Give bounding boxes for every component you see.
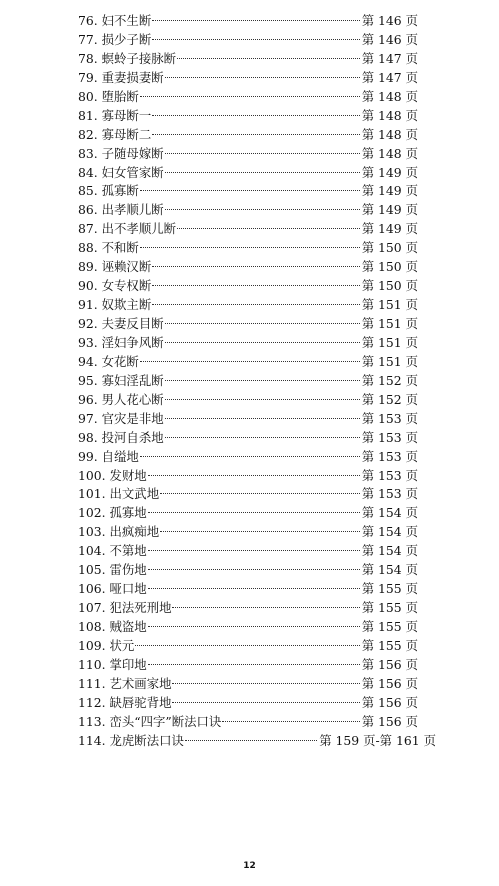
toc-entry <box>78 448 418 467</box>
toc-entry-page: 第 146 页 <box>361 13 418 28</box>
dot-leader <box>165 172 360 173</box>
toc-entry-title: 97. 官灾是非地 <box>78 410 164 426</box>
dot-leader <box>140 361 360 362</box>
toc-entry-page: 第 149 页 <box>361 202 418 218</box>
dot-leader <box>165 77 360 78</box>
toc-entry-title: 104. 不第地 <box>78 543 147 559</box>
toc-entry <box>78 88 418 107</box>
dot-leader <box>165 437 360 438</box>
table-of-contents <box>78 12 436 751</box>
toc-entry <box>78 69 418 88</box>
toc-entry-page: 第 149 页 <box>361 183 418 199</box>
toc-entry-page: 第 155 页 <box>361 619 418 634</box>
toc-entry-title: 88. 不和断 <box>78 240 139 256</box>
toc-entry-page: 第 153 页 <box>361 429 418 445</box>
toc-entry-title: 114. 龙虎断法口诀 <box>78 732 184 748</box>
toc-entry-page: 第 153 页 <box>361 410 418 426</box>
dot-leader <box>152 134 359 135</box>
toc-entry-title: 98. 投河自杀地 <box>78 429 164 445</box>
dot-leader <box>172 683 359 684</box>
toc-entry-page: 第 151 页 <box>361 334 418 350</box>
toc-entry-title: 92. 夫妻反目断 <box>78 316 164 331</box>
dot-leader <box>148 664 360 665</box>
toc-entry-page: 第 147 页 <box>361 50 418 66</box>
toc-entry <box>78 732 436 751</box>
toc-entry <box>78 12 418 31</box>
page-number: 12 <box>243 861 256 871</box>
toc-entry <box>78 618 418 637</box>
toc-entry <box>78 107 418 126</box>
dot-leader <box>140 456 360 457</box>
toc-entry-title: 112. 缺唇驼背地 <box>78 694 172 710</box>
dot-leader <box>140 96 360 97</box>
toc-entry-page: 第 154 页 <box>361 543 418 559</box>
toc-entry-page: 第 155 页 <box>361 581 418 597</box>
toc-entry <box>78 467 418 486</box>
toc-entry-title: 83. 子随母嫁断 <box>78 145 164 161</box>
toc-entry <box>78 239 418 258</box>
toc-entry-page: 第 150 页 <box>361 259 418 275</box>
dot-leader <box>160 531 360 532</box>
toc-entry <box>78 258 418 277</box>
dot-leader <box>152 115 359 116</box>
toc-entry-title: 85. 孤寡断 <box>78 183 139 199</box>
toc-entry-page: 第 149 页 <box>361 164 418 180</box>
toc-entry-page: 第 155 页 <box>361 600 418 616</box>
dot-leader <box>148 550 360 551</box>
dot-leader <box>152 20 359 21</box>
toc-entry-page: 第 153 页 <box>361 486 418 502</box>
toc-entry <box>78 220 418 239</box>
toc-entry-title: 81. 寡母断一 <box>78 107 152 123</box>
toc-entry <box>78 334 418 353</box>
toc-entry-title: 76. 妇不生断 <box>78 13 152 28</box>
toc-entry-page: 第 154 页 <box>361 562 418 578</box>
toc-entry <box>78 372 418 391</box>
toc-entry-title: 94. 女花断 <box>78 353 139 369</box>
dot-leader <box>165 209 360 210</box>
toc-entry-page: 第 152 页 <box>361 391 418 407</box>
toc-entry <box>78 391 418 410</box>
dot-leader <box>165 153 360 154</box>
dot-leader <box>140 247 360 248</box>
toc-entry-page: 第 154 页 <box>361 505 418 521</box>
dot-leader <box>148 626 360 627</box>
toc-entry-title: 100. 发财地 <box>78 467 147 483</box>
toc-entry-title: 108. 贼盗地 <box>78 619 147 634</box>
toc-entry-page: 第 148 页 <box>361 126 418 142</box>
toc-entry-title: 84. 妇女管家断 <box>78 164 164 180</box>
toc-entry-page: 第 153 页 <box>361 448 418 464</box>
toc-entry-title: 82. 寡母断二 <box>78 126 152 142</box>
toc-entry <box>78 50 418 69</box>
toc-entry <box>78 277 418 296</box>
toc-entry-title: 79. 重妻损妻断 <box>78 69 164 85</box>
dot-leader <box>165 342 360 343</box>
toc-entry-title: 91. 奴欺主断 <box>78 297 152 313</box>
toc-entry-title: 99. 自缢地 <box>78 448 139 464</box>
toc-entry <box>78 164 418 183</box>
toc-entry <box>78 637 418 656</box>
dot-leader <box>172 702 359 703</box>
toc-entry-title: 103. 出疯痴地 <box>78 524 160 540</box>
toc-entry <box>78 31 418 50</box>
toc-entry <box>78 485 418 504</box>
toc-entry-title: 109. 状元 <box>78 637 135 653</box>
dot-leader <box>165 323 360 324</box>
dot-leader <box>140 190 360 191</box>
toc-entry-page: 第 147 页 <box>361 69 418 85</box>
toc-entry-title: 107. 犯法死刑地 <box>78 600 172 616</box>
toc-entry <box>78 599 418 618</box>
dot-leader <box>148 569 360 570</box>
dot-leader <box>148 512 360 513</box>
toc-entry <box>78 694 418 713</box>
toc-entry-page: 第 151 页 <box>361 316 418 331</box>
toc-entry-page: 第 151 页 <box>361 353 418 369</box>
toc-entry-title: 106. 哑口地 <box>78 581 147 597</box>
toc-entry <box>78 182 418 201</box>
toc-entry-title: 102. 孤寡地 <box>78 505 147 521</box>
toc-entry-title: 78. 螟蛉子接脉断 <box>78 50 176 66</box>
toc-entry-title: 113. 峦头“四字”断法口诀 <box>78 713 222 729</box>
dot-leader <box>152 285 359 286</box>
toc-entry-page: 第 156 页 <box>361 675 418 691</box>
toc-entry-title: 111. 艺术画家地 <box>78 675 172 691</box>
dot-leader <box>165 418 360 419</box>
toc-entry-page: 第 152 页 <box>361 372 418 388</box>
toc-entry <box>78 523 418 542</box>
toc-entry-page: 第 156 页 <box>361 694 418 710</box>
toc-entry <box>78 410 418 429</box>
toc-entry-page: 第 150 页 <box>361 240 418 256</box>
toc-entry-page: 第 156 页 <box>361 656 418 672</box>
dot-leader <box>152 39 359 40</box>
toc-entry-page: 第 155 页 <box>361 637 418 653</box>
toc-entry-title: 101. 出文武地 <box>78 486 160 502</box>
toc-entry-title: 80. 堕胎断 <box>78 88 139 104</box>
dot-leader <box>177 228 360 229</box>
toc-entry <box>78 713 418 732</box>
toc-entry-page: 第 148 页 <box>361 145 418 161</box>
dot-leader <box>148 588 360 589</box>
toc-entry-title: 87. 出不孝顺儿断 <box>78 221 176 237</box>
dot-leader <box>165 380 360 381</box>
toc-entry-page: 第 153 页 <box>361 467 418 483</box>
toc-entry-title: 86. 出孝顺儿断 <box>78 202 164 218</box>
toc-entry-title: 89. 诬赖汉断 <box>78 259 152 275</box>
dot-leader <box>185 740 317 741</box>
toc-entry <box>78 675 418 694</box>
toc-entry-page: 第 148 页 <box>361 88 418 104</box>
toc-entry <box>78 126 418 145</box>
toc-entry-page: 第 150 页 <box>361 278 418 294</box>
toc-entry-page: 第 146 页 <box>361 31 418 47</box>
dot-leader <box>222 721 359 722</box>
toc-entry <box>78 504 418 523</box>
toc-entry <box>78 561 418 580</box>
dot-leader <box>165 399 360 400</box>
toc-entry-page: 第 151 页 <box>361 297 418 313</box>
toc-entry <box>78 315 418 334</box>
toc-entry <box>78 429 418 448</box>
toc-entry <box>78 353 418 372</box>
toc-entry-page: 第 159 页-第 161 页 <box>319 732 436 748</box>
toc-entry-page: 第 154 页 <box>361 524 418 540</box>
dot-leader <box>135 645 359 646</box>
dot-leader <box>160 493 360 494</box>
toc-entry-title: 93. 淫妇争风断 <box>78 334 164 350</box>
toc-entry-page: 第 148 页 <box>361 107 418 123</box>
toc-entry-title: 110. 掌印地 <box>78 656 147 672</box>
toc-entry <box>78 296 418 315</box>
toc-entry <box>78 580 418 599</box>
toc-entry <box>78 145 418 164</box>
toc-entry-title: 105. 雷伤地 <box>78 562 147 578</box>
dot-leader <box>152 266 359 267</box>
dot-leader <box>148 475 360 476</box>
dot-leader <box>172 607 359 608</box>
dot-leader <box>152 304 359 305</box>
toc-entry <box>78 656 418 675</box>
toc-entry-page: 第 156 页 <box>361 713 418 729</box>
toc-entry <box>78 542 418 561</box>
dot-leader <box>177 58 360 59</box>
toc-entry-title: 77. 损少子断 <box>78 31 152 47</box>
toc-entry <box>78 201 418 220</box>
toc-entry-title: 96. 男人花心断 <box>78 391 164 407</box>
toc-entry-title: 90. 女专权断 <box>78 278 152 294</box>
toc-entry-page: 第 149 页 <box>361 221 418 237</box>
toc-entry-title: 95. 寡妇淫乱断 <box>78 372 164 388</box>
